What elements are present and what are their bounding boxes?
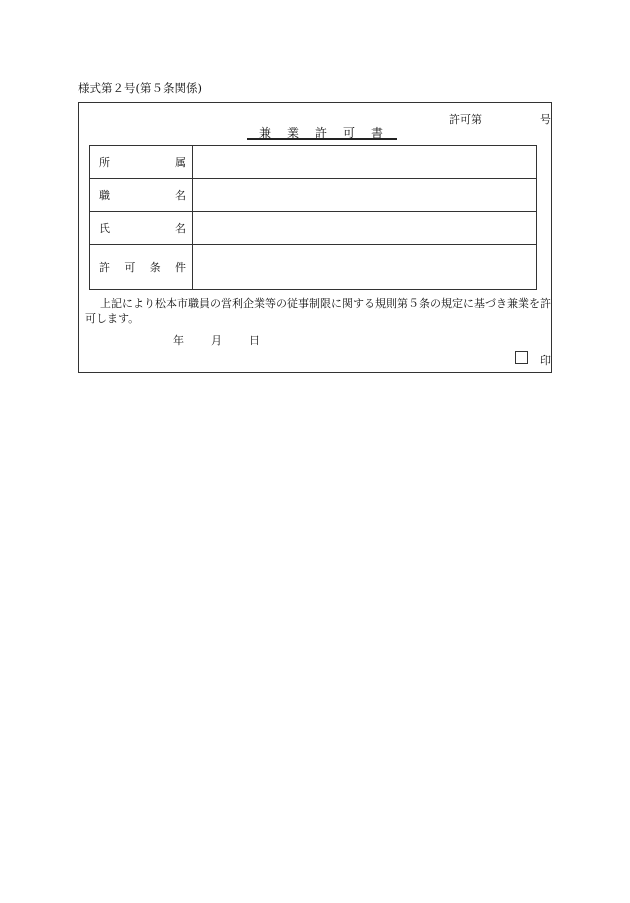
seal-label: 印 [540,354,551,367]
date-day-label: 日 [249,334,260,347]
permit-number-suffix: 号 [540,113,551,126]
table-row [90,146,537,179]
table-row [90,245,537,290]
affiliation-label: 所属 [90,146,193,179]
date-year-label: 年 [173,334,184,347]
permit-conditions-label: 許可条件 [90,245,193,290]
date-month-label: 月 [211,334,222,347]
form-number-label: 様式第２号(第５条関係) [78,81,202,95]
table-row [90,179,537,212]
permit-conditions-value [193,245,537,290]
permission-statement: 上記により松本市職員の営利企業等の従事制限に関する規則第５条の規定に基づき兼業を許可します。 [85,297,551,325]
applicant-info-table [89,145,537,290]
job-title-label: 職名 [90,179,193,212]
affiliation-value [193,146,537,179]
table-row [90,212,537,245]
permit-form-frame [78,102,552,373]
permit-number-prefix: 許可第 [449,113,482,126]
document-title: 兼業許可書 [259,126,400,140]
job-title-value [193,179,537,212]
name-value [193,212,537,245]
title-underline [247,138,397,140]
seal-checkbox [515,351,528,364]
date-line [173,332,260,348]
name-label: 氏名 [90,212,193,245]
